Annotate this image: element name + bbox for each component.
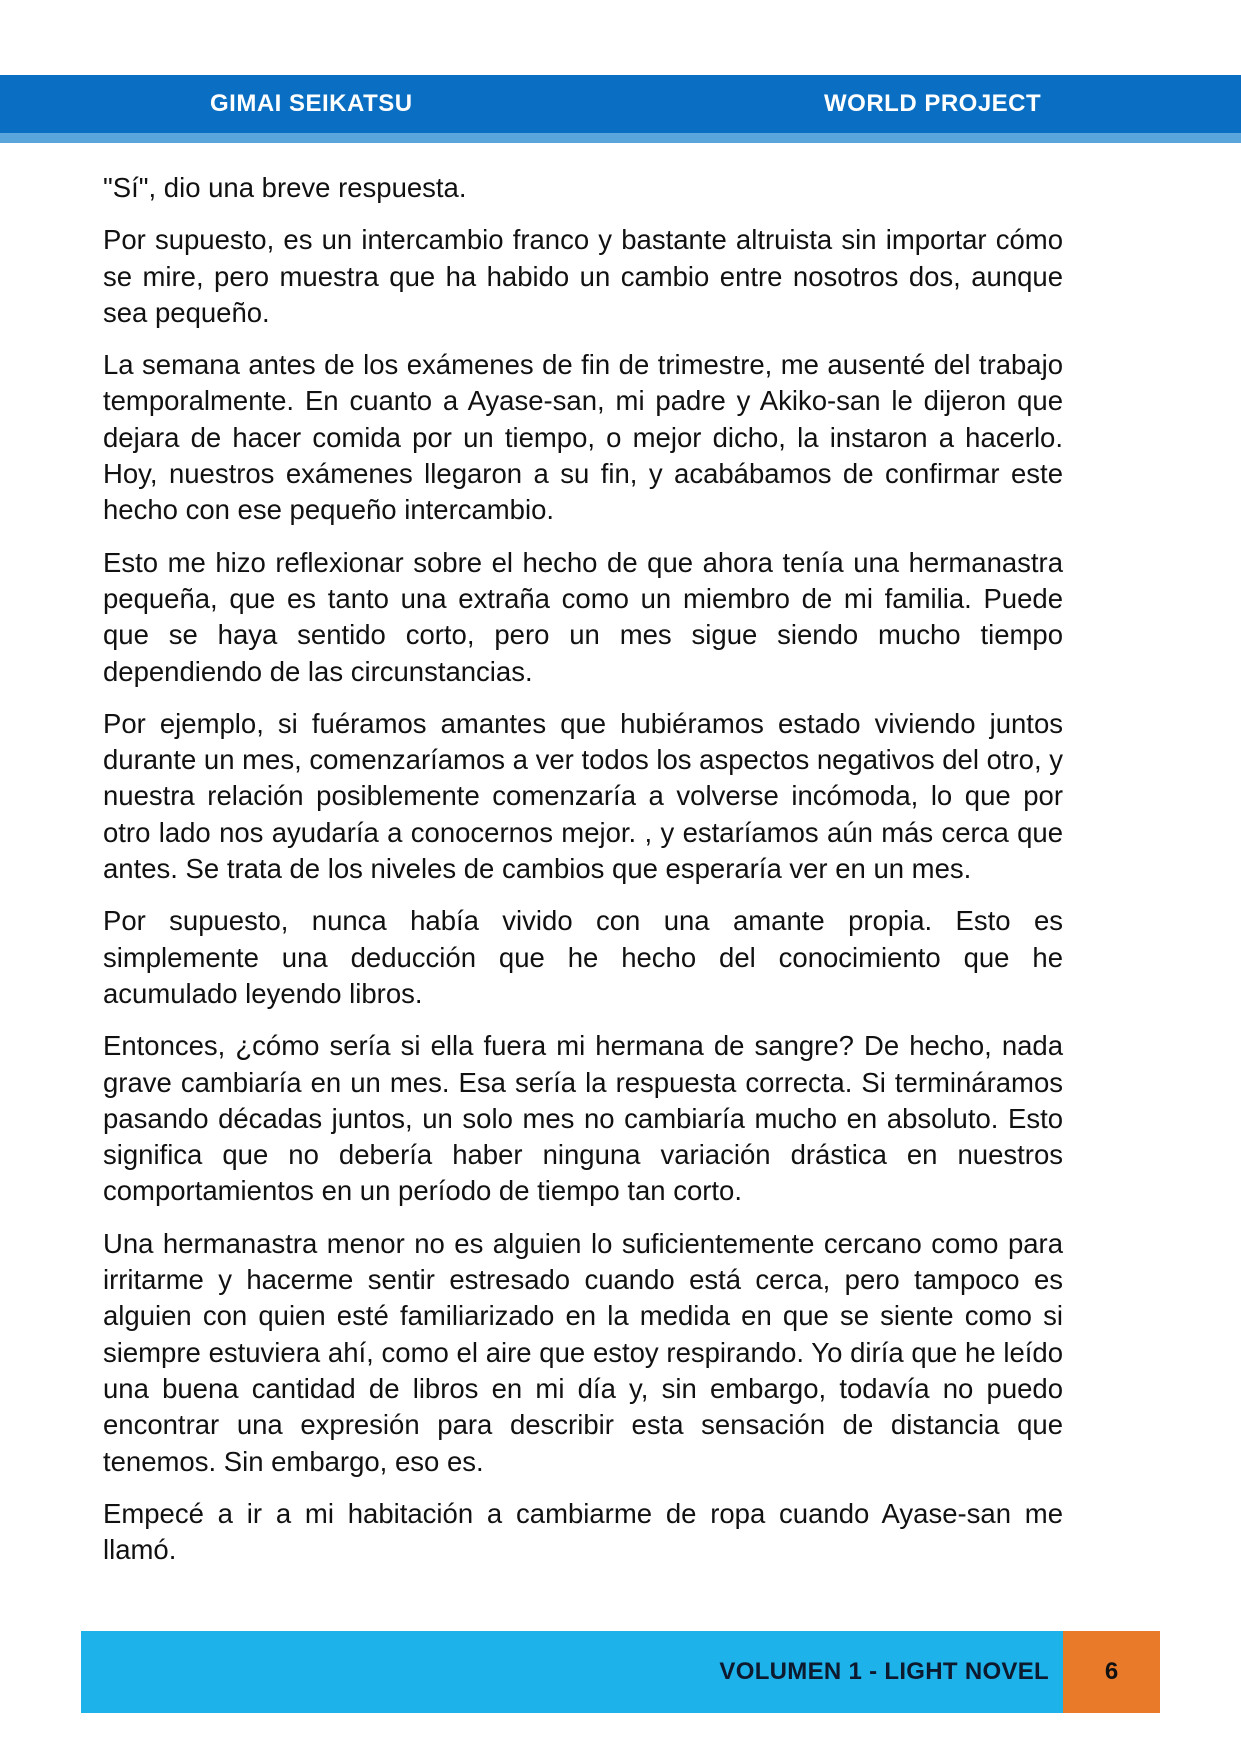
paragraph: "Sí", dio una breve respuesta.	[103, 172, 467, 203]
series-title: GIMAI SEIKATSU	[210, 90, 413, 117]
paragraph: Esto me hizo reflexionar sobre el hecho de que ahora tenía una hermanastra pequeña, que es tanto una extraña como un miembro de mi familia. Puede que se haya sentido corto, pero un mes sigue siendo mucho tiempo dependiendo de las circunstancias.	[103, 546, 1063, 687]
paragraph: Por ejemplo, si fuéramos amantes que hubiéramos estado viviendo juntos durante un mes, comenzaríamos a ver todos los aspectos negativos del otro, y nuestra relación posiblemente comenzaría a volverse incómoda, lo que por otro lado nos ayudaría a conocernos mejor. , y estaríamos aún más cerca que antes. Se trata de los niveles de cambios que esperaría ver en un mes.	[103, 707, 1063, 885]
paragraph: Entonces, ¿cómo sería si ella fuera mi hermana de sangre? De hecho, nada grave cambiaría en un mes. Esa sería la respuesta correcta. Si termináramos pasando décadas juntos, un solo mes no cambiaría mucho en absoluto. Esto significa que no debería haber ninguna variación drástica en nuestros comportamientos en un período de tiempo tan corto.	[103, 1030, 1063, 1207]
paragraph: Por supuesto, es un intercambio franco y bastante altruista sin importar cómo se mire, pero muestra que ha habido un cambio entre nosotros dos, aunque sea pequeño.	[103, 224, 1063, 328]
paragraph: La semana antes de los exámenes de fin de trimestre, me ausenté del trabajo temporalmente. En cuanto a Ayase-san, mi padre y Akiko-san le dijeron que dejara de hacer comida por un tiempo, o mejor dicho, la instaron a hacerlo. Hoy, nuestros exámenes llegaron a su fin, y acabábamos de confirmar este hecho con ese pequeño intercambio.	[103, 349, 1063, 526]
project-name: WORLD PROJECT	[824, 90, 1042, 117]
volume-label: VOLUMEN 1 - LIGHT NOVEL	[719, 1658, 1049, 1685]
header-bar	[0, 75, 1241, 133]
body-text	[103, 170, 1063, 1584]
page-number: 6	[1063, 1631, 1160, 1713]
paragraph: Empecé a ir a mi habitación a cambiarme de ropa cuando Ayase-san me llamó.	[103, 1497, 1063, 1566]
header-underline	[0, 133, 1241, 143]
paragraph: Una hermanastra menor no es alguien lo suficientemente cercano como para irritarme y hacerme sentir estresado cuando está cerca, pero tampoco es alguien con quien esté familiarizado en la medida en que se siente como si siempre estuviera ahí, como el aire que estoy respirando. Yo diría que he leído una buena cantidad de libros en mi día y, sin embargo, todavía no puedo encontrar una expresión para describir esta sensación de distancia que tenemos. Sin embargo, eso es.	[103, 1227, 1063, 1477]
paragraph: Por supuesto, nunca había vivido con una amante propia. Esto es simplemente una deducción que he hecho del conocimiento que he acumulado leyendo libros.	[103, 905, 1063, 1009]
